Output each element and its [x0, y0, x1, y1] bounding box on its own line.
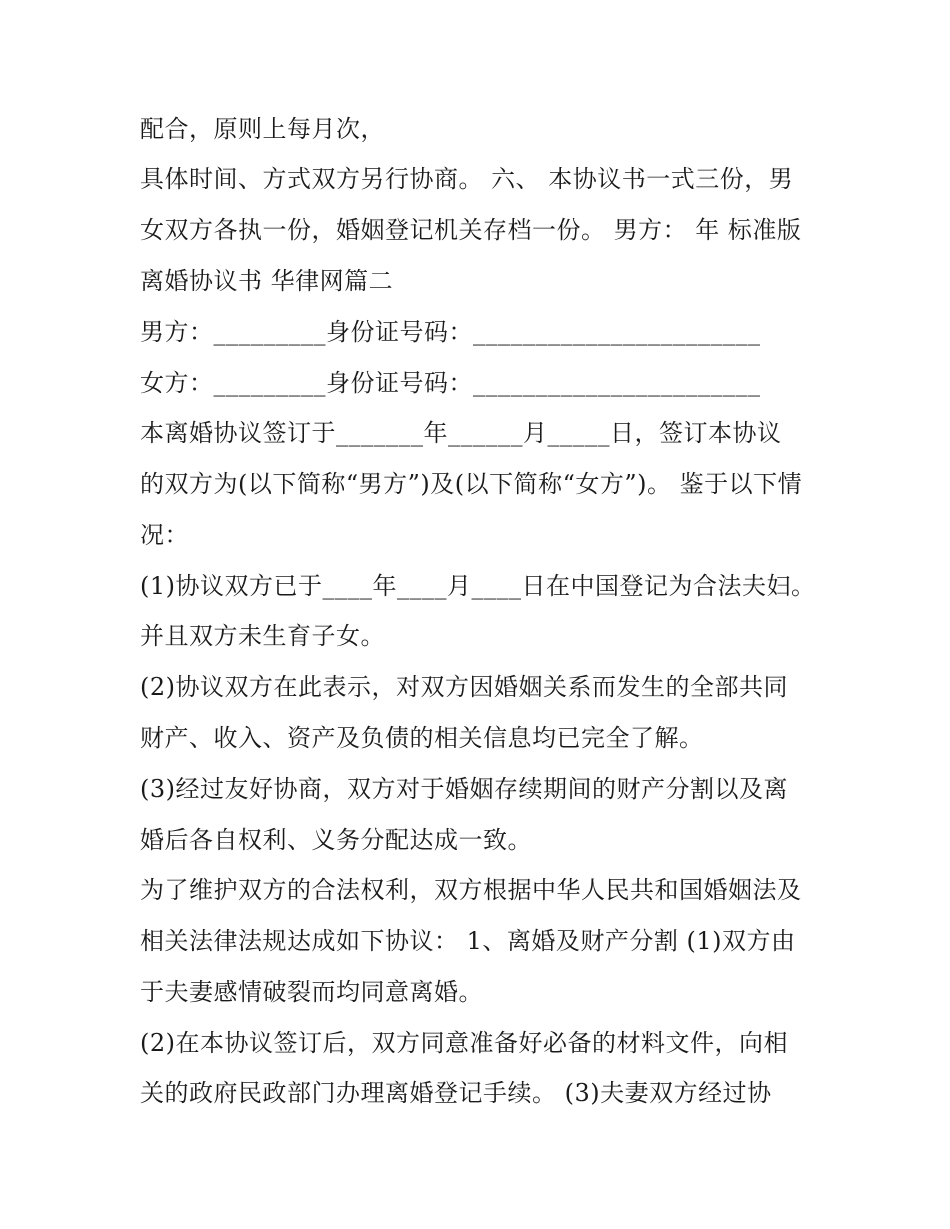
- text-line: 婚后各自权利、义务分配达成一致。: [140, 826, 532, 854]
- text-line: 具体时间、方式双方另行协商。 六、 本协议书一式三份，男: [140, 165, 794, 193]
- text-line: 于夫妻感情破裂而均同意离婚。: [140, 978, 483, 1006]
- text-line: 女双方各执一份，婚姻登记机关存档一份。 男方： 年 标准版: [140, 216, 802, 244]
- text-line: 女方：_________身份证号码：_______________________: [140, 369, 761, 397]
- text-line: 相关法律法规达成如下协议： 1、离婚及财产分割 (1)双方由: [140, 927, 796, 955]
- text-line: 离婚协议书 华律网篇二: [140, 267, 394, 295]
- text-line: 财产、收入、资产及负债的相关信息均已完全了解。: [140, 724, 704, 752]
- text-line: 况：: [140, 521, 189, 549]
- text-line: (2)协议双方在此表示，对双方因婚姻关系而发生的全部共同: [140, 673, 788, 701]
- text-line: 的双方为(以下简称“男方”)及(以下简称“女方”)。 鉴于以下情: [140, 470, 803, 498]
- text-line: 并且双方未生育子女。: [140, 622, 385, 650]
- text-line: 本离婚协议签订于_______年______月_____日，签订本协议: [140, 419, 782, 447]
- text-line: 关的政府民政部门办理离婚登记手续。 (3)夫妻双方经过协: [140, 1079, 772, 1107]
- text-line: 配合，原则上每月次，: [140, 115, 385, 143]
- text-line: 男方：_________身份证号码：_______________________: [140, 318, 761, 346]
- text-line: 为了维护双方的合法权利，双方根据中华人民共和国婚姻法及: [140, 876, 802, 904]
- text-line: (3)经过友好协商，双方对于婚姻存续期间的财产分割以及离: [140, 775, 788, 803]
- text-line: (2)在本协议签订后，双方同意准备好必备的材料文件，向相: [140, 1029, 788, 1057]
- text-line: (1)协议双方已于____年____月____日在中国登记为合法夫妇。: [140, 572, 816, 600]
